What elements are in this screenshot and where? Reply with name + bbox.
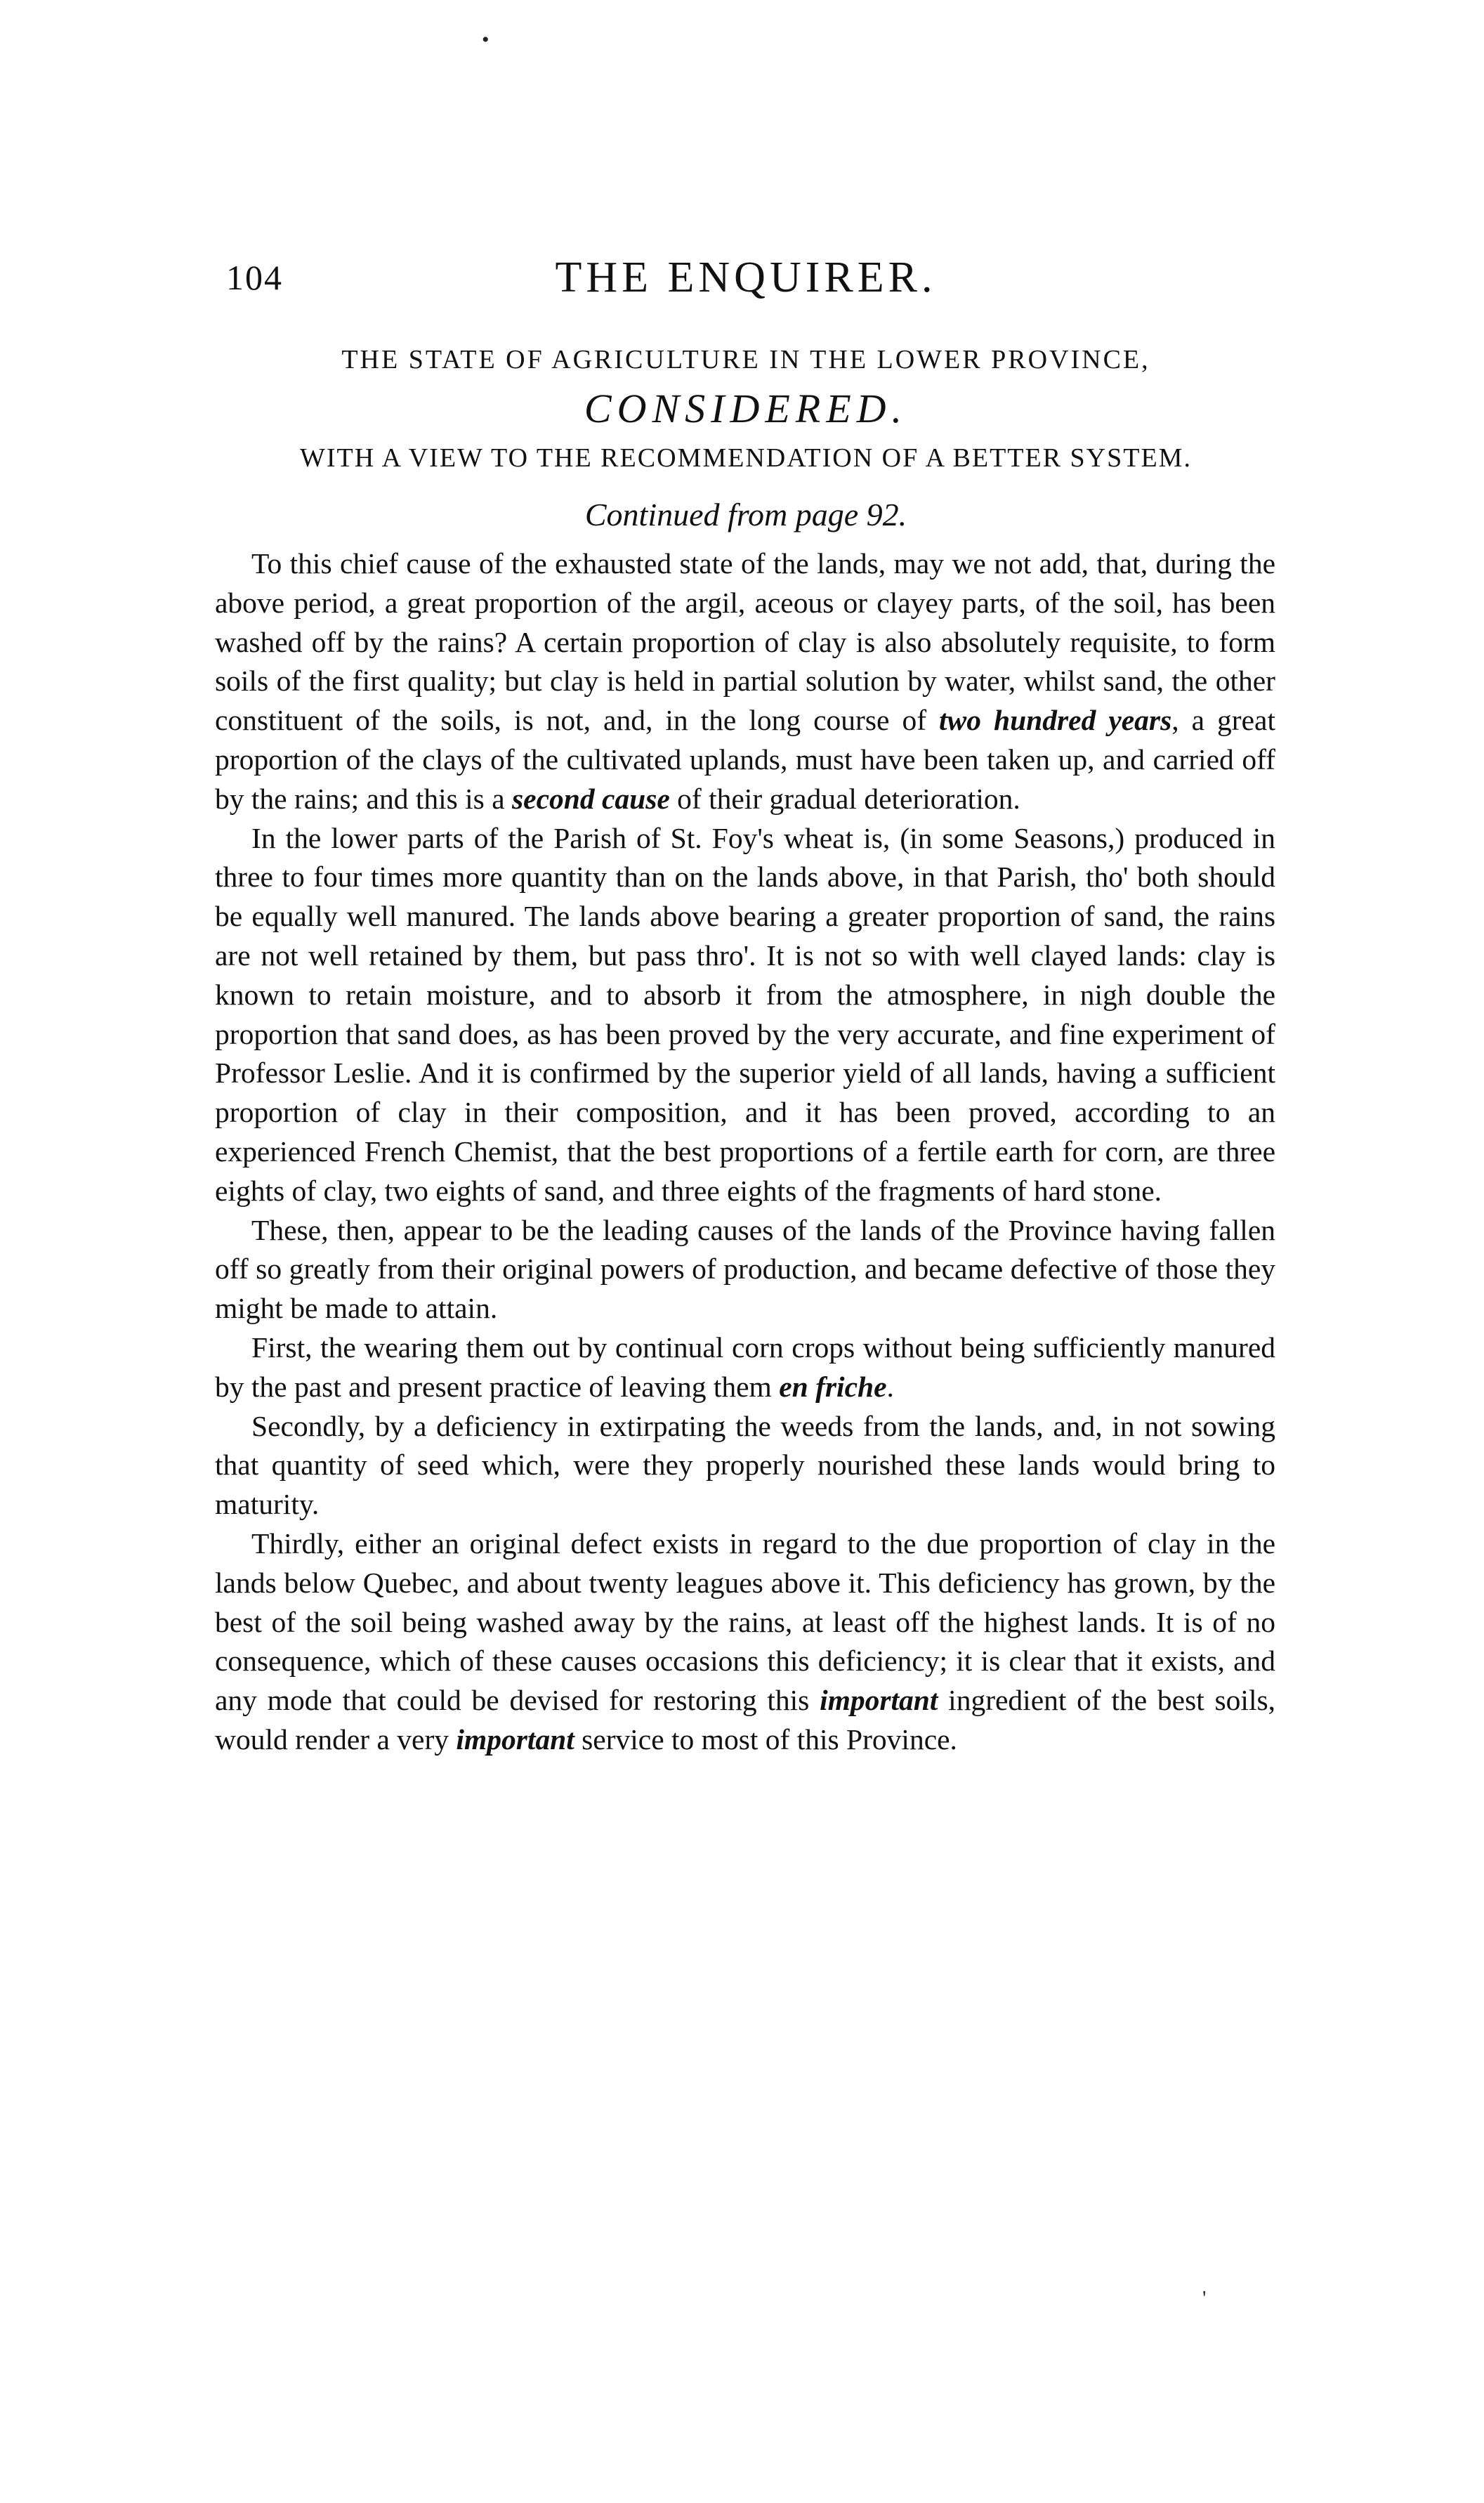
body-text-segment: First, the wearing them out by continual corn crops without being sufficiently manured by the past and present practice of leaving them [215,1331,1275,1403]
paragraph-1 [215,544,1275,819]
body-text-segment: Thirdly, either an original defect exists in regard to the due proportion of clay in the lands below Quebec, and about twenty leagues above it. This deficiency has grown, by the best of the soil being washed away by the rains, at least off the highest lands. It is of no consequence, which of these causes occasions this deficiency; it is clear that it exists, and any mode that could be devised for restoring this [215,1527,1275,1717]
emphasis-text: two hundred years [939,704,1172,737]
body-text-segment: ingredient of the best soils, would render a very [215,1684,1275,1756]
article-body [215,544,1275,1760]
article-subtitle: WITH A VIEW TO THE RECOMMENDATION OF A BETTER SYSTEM. [300,443,1192,473]
article-title-considered: CONSIDERED. [584,386,908,431]
article-title-line-1: THE STATE OF AGRICULTURE IN THE LOWER PROVINCE, [341,345,1150,374]
paragraph-2 [215,819,1275,1211]
paragraph-4 [215,1328,1275,1407]
body-text-segment: , a great proportion of the clays of the cultivated uplands, must have been taken up, and carried off by the rains; and this is a [215,704,1275,815]
body-text-segment: . [886,1370,894,1403]
running-head: THE ENQUIRER. [555,254,937,301]
body-text-segment: These, then, appear to be the leading causes of the lands of the Province having fallen off so greatly from their original powers of production, and became defective of those they might be made to attain. [215,1213,1275,1325]
body-text-segment: of their gradual deterioration. [669,782,1020,815]
body-text-segment: To this chief cause of the exhausted state of the lands, may we not add, that, during the above period, a great proportion of the argil, aceous or clayey parts, of the soil, has been washed off by the rains? A certain proportion of clay is also absolutely requisite, to form soils of the first quality; but clay is held in partial solution by water, whilst sand, the other constituent of the soils, is not, and, in the long course of [215,547,1275,737]
page-number: 104 [226,258,283,297]
ink-speck: • [482,28,490,51]
paragraph-3 [215,1211,1275,1328]
emphasis-text: en friche [779,1370,887,1403]
paragraph-5 [215,1407,1275,1524]
ink-speck: ' [1202,2287,1207,2310]
body-text-segment: Secondly, by a deficiency in extirpating the weeds from the lands, and, in not sowing that quantity of seed which, were they properly nourished these lands would bring to maturity. [215,1409,1275,1521]
body-text-segment: In the lower parts of the Parish of St. Foy's wheat is, (in some Seasons,) produced in three to four times more quantity than on the lands above, in that Parish, tho' both should be equally well manured. The lands above bearing a greater proportion of sand, the rains are not well retained by them, but pass thro'. It is not so with well clayed lands: clay is known to retain moisture, and to absorb it from the atmosphere, in nigh double the proportion that sand does, as has been proved by the very accurate, and fine experiment of Professor Leslie. And it is confirmed by the superior yield of all lands, having a sufficient proportion of clay in their composition, and it has been proved, according to an experienced French Chemist, that the best proportions of a fertile earth for corn, are three eights of clay, two eights of sand, and three eights of the fragments of hard stone. [215,821,1275,1207]
page-header [226,253,1266,309]
emphasis-text: second cause [512,782,670,815]
body-text-segment: service to most of this Province. [574,1723,957,1756]
emphasis-text: important [820,1684,938,1717]
emphasis-text: important [456,1723,574,1756]
paragraph-6 [215,1524,1275,1760]
continued-notice: Continued from page 92. [584,497,907,532]
